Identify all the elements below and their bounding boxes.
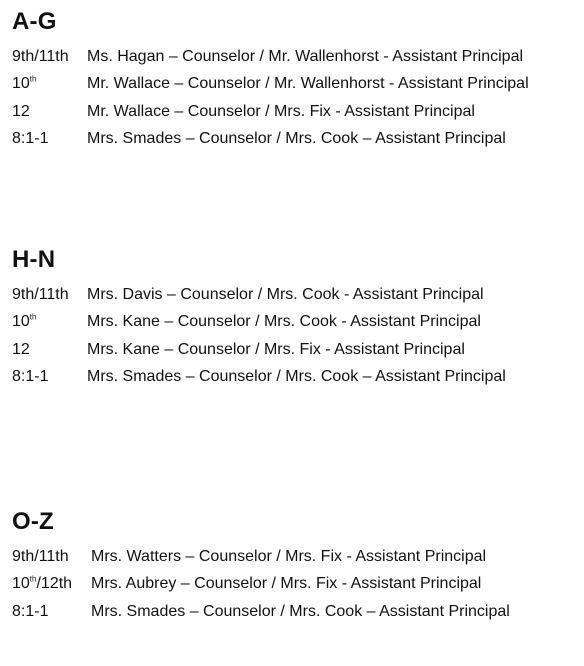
assignment-text: Mrs. Aubrey – Counselor / Mrs. Fix - Assistant Principal: [91, 575, 482, 593]
assignment-row: [12, 70, 582, 97]
grade-label: 12: [12, 340, 30, 358]
assignment-row: [12, 336, 582, 363]
assignment-row: [12, 43, 582, 70]
assignment-text: Mr. Wallace – Counselor / Mr. Wallenhorst - Assistant Principal: [87, 75, 529, 93]
grade-label: [12, 570, 91, 597]
grade-ordinal-suffix: th: [29, 312, 37, 322]
assignment-text: Mrs. Smades – Counselor / Mrs. Cook – Assistant Principal: [87, 129, 506, 147]
grade-number: 10: [12, 313, 30, 331]
grade-number: 10: [12, 575, 30, 593]
grade-label: 8:1-1: [12, 602, 49, 620]
assignment-row: [12, 598, 582, 625]
assignment-text: Mrs. Smades – Counselor / Mrs. Cook – Assistant Principal: [91, 602, 510, 620]
section-heading: O-Z: [12, 508, 54, 535]
grade-label: 9th/11th: [12, 48, 69, 65]
grade-ordinal-suffix: th: [29, 74, 37, 84]
assignment-row: [12, 543, 582, 570]
grade-range-suffix: /12th: [36, 575, 73, 593]
section-heading: A-G: [12, 8, 57, 35]
assignment-text: Mrs. Kane – Counselor / Mrs. Cook - Assistant Principal: [87, 313, 481, 331]
grade-label: [12, 308, 87, 335]
grade-label: 8:1-1: [12, 367, 49, 385]
assignment-text: Mrs. Davis – Counselor / Mrs. Cook - Assistant Principal: [87, 286, 484, 303]
assignment-text: Mrs. Kane – Counselor / Mrs. Fix - Assistant Principal: [87, 340, 465, 358]
assignment-row: [12, 308, 582, 335]
assignment-row: [12, 281, 582, 308]
assignment-row: [12, 570, 582, 597]
assignment-text: Ms. Hagan – Counselor / Mr. Wallenhorst - Assistant Principal: [87, 48, 524, 65]
grade-label: [12, 70, 87, 97]
section-a-g: [12, 7, 582, 152]
assignment-text: Mr. Wallace – Counselor / Mrs. Fix - Assistant Principal: [87, 102, 475, 120]
assignment-row: [12, 98, 582, 125]
section-o-z: [12, 507, 582, 625]
section-heading: H-N: [12, 246, 56, 273]
assignment-text: Mrs. Smades – Counselor / Mrs. Cook – Assistant Principal: [87, 367, 506, 385]
grade-label: 9th/11th: [12, 286, 69, 303]
grade-label: 8:1-1: [12, 129, 49, 147]
assignment-text: Mrs. Watters – Counselor / Mrs. Fix - Assistant Principal: [91, 548, 487, 565]
grade-number: 10: [12, 75, 30, 93]
section-h-n: [12, 245, 582, 390]
grade-label: 9th/11th: [12, 548, 69, 565]
assignment-row: [12, 363, 582, 390]
assignment-row: [12, 125, 582, 152]
grade-ordinal-suffix: th: [29, 574, 37, 584]
grade-label: 12: [12, 102, 30, 120]
